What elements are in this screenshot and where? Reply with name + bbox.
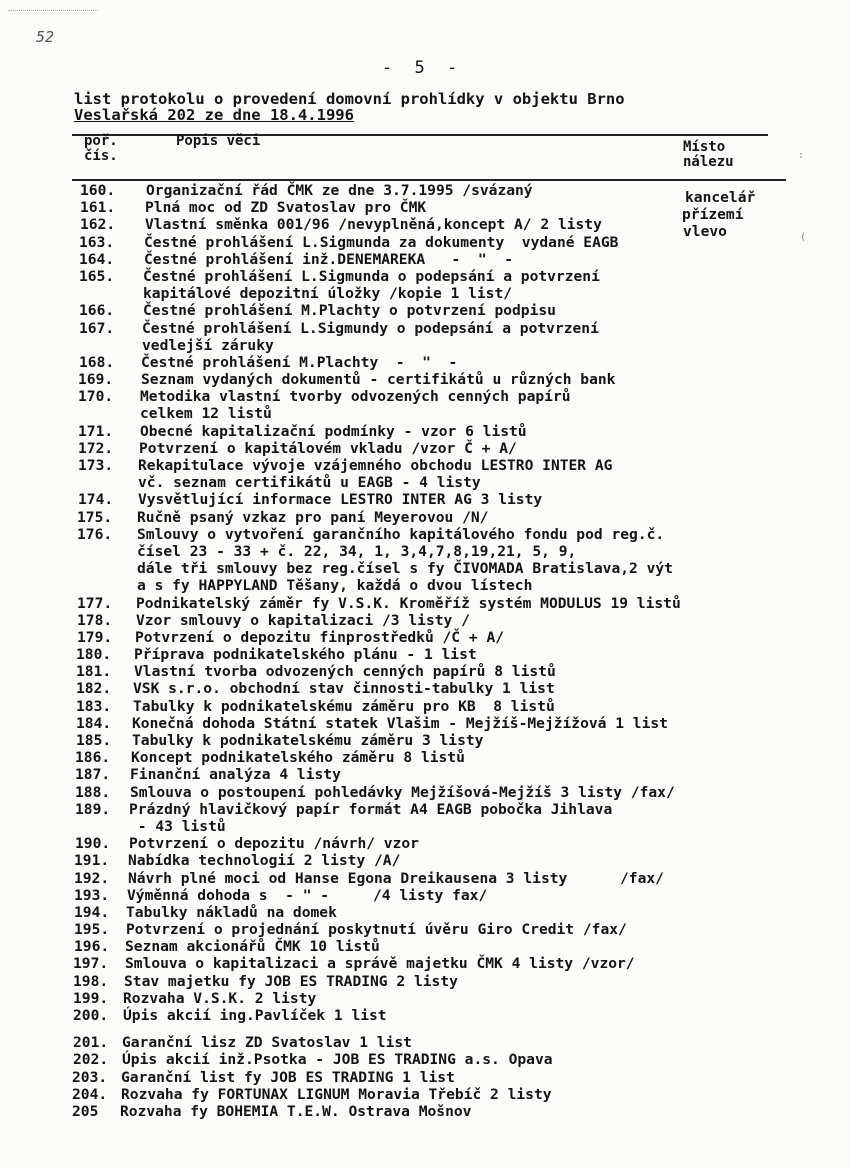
list-item [0, 938, 850, 955]
item-description: Čestné prohlášení inž.DENEMAREKA - " - [144, 250, 514, 268]
item-number: 178. [77, 611, 113, 629]
item-number: 190. [75, 835, 111, 853]
list-item-continuation [0, 818, 850, 835]
document-title-line2: Veslařská 202 ze dne 18.4.1996 [74, 106, 354, 124]
item-description: Potvrzení o depozitu /návrh/ vzor [129, 835, 419, 853]
list-item [0, 612, 850, 629]
list-item [0, 216, 850, 233]
item-number: 171. [78, 422, 114, 440]
item-number: 161. [80, 199, 116, 217]
list-item-continuation [0, 337, 850, 354]
item-number: 174. [78, 491, 114, 509]
column-header-number-line1: poř. [84, 133, 118, 149]
item-number: 194. [74, 903, 110, 921]
item-number: 189. [75, 800, 111, 818]
item-number: 173. [78, 457, 114, 474]
list-item [0, 491, 850, 508]
item-number: 165. [79, 267, 115, 285]
item-number: 168. [79, 353, 115, 371]
item-number: 200. [73, 1007, 109, 1024]
item-description: Koncept podnikatelského záměru 8 listů [131, 749, 465, 767]
list-item [0, 955, 850, 972]
item-description: Tabulky nákladů na domek [126, 903, 337, 921]
list-item-continuation [0, 405, 850, 422]
list-item [0, 371, 850, 388]
item-description: Příprava podnikatelského plánu - 1 list [134, 646, 477, 664]
header-bottom-rule [72, 179, 786, 181]
list-item [0, 320, 850, 337]
item-description: Úpis akcií ing.Pavlíček 1 list [123, 1007, 387, 1024]
item-number: 166. [79, 302, 115, 320]
list-item [0, 354, 850, 371]
column-header-number-line2: čís. [84, 148, 118, 164]
list-item [0, 870, 850, 887]
item-description: Čestné prohlášení L.Sigmunda za dokumenty vydané EAGB [144, 233, 619, 251]
item-description: VSK s.r.o. obchodní stav činnosti-tabulky 1 list [133, 680, 555, 698]
item-number: 192. [74, 869, 110, 887]
column-header-number [84, 134, 118, 164]
item-number: 199. [73, 989, 109, 1007]
item-description: vč. seznam certifikátů u EAGB - 4 listy [138, 474, 481, 492]
item-description: Potvrzení o depozitu finprostředků /Č + A/ [135, 628, 505, 646]
item-description: Čestné prohlášení M.Plachty - " - [141, 353, 458, 371]
list-item [0, 199, 850, 216]
list-item [0, 698, 850, 715]
item-description: a s fy HAPPYLAND Těšany, každá o dvou lístech [137, 577, 533, 595]
column-header-place-line1: Místo [683, 139, 726, 155]
item-description: Seznam akcionářů ČMK 10 listů [125, 938, 380, 956]
item-description: Návrh plné moci od Hanse Egona Dreikausena 3 listy /fax/ [128, 869, 664, 887]
item-number: 188. [75, 783, 111, 801]
item-number: 204. [72, 1085, 108, 1103]
list-item [0, 234, 850, 251]
list-item [0, 1007, 850, 1024]
list-item [0, 388, 850, 405]
item-number: 203. [72, 1068, 108, 1086]
item-description: Garanční lisz ZD Svatoslav 1 list [122, 1034, 412, 1052]
item-description: Potvrzení o kapitálovém vkladu /vzor Č + A/ [139, 439, 517, 457]
item-number: 169. [78, 371, 114, 389]
item-number: 191. [74, 852, 110, 870]
item-description: Vysvětlující informace LESTRO INTER AG 3 listy [138, 491, 543, 509]
item-description: Nabídka technologií 2 listy /A/ [128, 852, 401, 870]
list-item [0, 887, 850, 904]
list-item [0, 904, 850, 921]
item-description: Čestné prohlášení M.Plachty o potvrzení podpisu [143, 302, 556, 320]
list-item [0, 526, 850, 543]
item-description: Plná moc od ZD Svatoslav pro ČMK [145, 199, 427, 217]
list-item [0, 1034, 850, 1051]
list-item [0, 595, 850, 612]
list-item-continuation [0, 543, 850, 560]
list-item [0, 921, 850, 938]
list-item [0, 440, 850, 457]
item-description: celkem 12 listů [140, 405, 272, 423]
item-description: Rozvaha V.S.K. 2 listy [123, 989, 317, 1007]
column-header-description: Popis věci [176, 133, 261, 149]
side-note-left: vlevo [683, 223, 727, 240]
item-description: Úpis akcií inž.Psotka - JOB ES TRADING a.s. Opava [122, 1051, 553, 1069]
item-description: Čestné prohlášení L.Sigmunda o podepsání a potvrzení [143, 267, 600, 285]
item-description: Ručně psaný vzkaz pro paní Meyerovou /N/ [137, 508, 489, 526]
item-description: Potvrzení o projednání poskytnutí úvěru Giro Credit /fax/ [126, 921, 627, 939]
item-number: 193. [74, 886, 110, 904]
item-description: Rekapitulace vývoje vzájemného obchodu LESTRO INTER AG [138, 457, 613, 474]
item-description: Vzor smlouvy o kapitalizaci /3 listy / [136, 611, 470, 629]
list-item [0, 182, 850, 199]
item-description: Rozvaha fy BOHEMIA T.E.W. Ostrava Mošnov [120, 1102, 472, 1120]
item-number: 187. [75, 766, 111, 784]
item-number: 184. [76, 714, 112, 732]
item-number: 197. [73, 955, 109, 973]
list-item [0, 784, 850, 801]
list-item [0, 423, 850, 440]
list-item [0, 766, 850, 783]
item-number: 176. [77, 525, 113, 543]
item-description: čísel 23 - 33 + č. 22, 34, 1, 3,4,7,8,19,21, 5, 9, [137, 542, 577, 560]
item-number: 198. [73, 972, 109, 990]
item-number: 163. [79, 233, 115, 251]
list-item [0, 835, 850, 852]
list-item [0, 732, 850, 749]
margin-mark: : [798, 150, 805, 161]
item-number: 185. [76, 732, 112, 749]
margin-mark: ( [800, 232, 807, 243]
item-description: Smlouvy o vytvoření garančního kapitálového fondu pod reg.č. [137, 525, 665, 543]
item-number: 202. [73, 1051, 109, 1069]
item-description: Vlastní směnka 001/96 /nevyplněná,koncept A/ 2 listy [145, 216, 602, 234]
list-item [0, 801, 850, 818]
item-description: Metodika vlastní tvorby odvozených cenných papírů [140, 388, 571, 406]
document-title-line1: list protokolu o provedení domovní prohlídky v objektu Brno [74, 90, 625, 108]
item-description: Organizační řád ČMK ze dne 3.7.1995 /svázaný [146, 182, 533, 199]
list-item [0, 1069, 850, 1086]
list-item [0, 749, 850, 766]
item-description: Obecné kapitalizační podmínky - vzor 6 listů [140, 422, 527, 440]
item-description: Vlastní tvorba odvozených cenných papírů 8 listů [134, 663, 556, 681]
item-description: Tabulky k podnikatelskému záměru 3 listy [132, 732, 484, 749]
item-number: 167. [79, 319, 115, 337]
item-description: Výměnná dohoda s - " - /4 listy fax/ [127, 886, 488, 904]
list-item [0, 973, 850, 990]
side-note-office: kancelář [685, 189, 756, 206]
item-description: Smlouva o kapitalizaci a správě majetku ČMK 4 listy /vzor/ [125, 955, 635, 973]
list-item [0, 852, 850, 869]
item-number: 162. [80, 216, 116, 234]
item-description: Tabulky k podnikatelskému záměru pro KB 8 listů [133, 697, 555, 715]
item-number: 170. [78, 388, 114, 406]
item-description: Podnikatelský záměr fy V.S.K. Kroměříž systém MODULUS 19 listů [136, 594, 681, 612]
row-spacer [0, 1024, 850, 1034]
list-item-continuation [0, 560, 850, 577]
item-description: dále tři smlouvy bez reg.čísel s fy ČIVOMADA Bratislava,2 výt [137, 560, 673, 578]
item-number: 179. [77, 628, 113, 646]
item-number: 181. [76, 663, 112, 681]
column-header-place [683, 140, 734, 170]
item-number: 183. [76, 697, 112, 715]
item-description: Konečná dohoda Státní statek Vlašim - Mejžíš-Mejžížová 1 list [132, 714, 668, 732]
item-number: 201. [73, 1034, 109, 1052]
list-item [0, 1103, 850, 1120]
list-item [0, 251, 850, 268]
item-number: 196. [74, 938, 110, 956]
side-note-ground-floor: přízemí [682, 206, 744, 223]
list-item [0, 302, 850, 319]
column-header-place-line2: nálezu [683, 154, 734, 170]
item-description: Seznam vydaných dokumentů - certifikátů u různých bank [141, 371, 616, 389]
item-number: 160. [80, 182, 116, 199]
item-description: - 43 listů [129, 817, 226, 835]
list-item [0, 990, 850, 1007]
item-number: 205 [72, 1102, 99, 1120]
page-number: - 5 - [382, 58, 464, 78]
list-item [0, 663, 850, 680]
item-description: Prázdný hlavičkový papír formát A4 EAGB pobočka Jihlava [129, 800, 613, 818]
item-description: Stav majetku fy JOB ES TRADING 2 listy [124, 972, 458, 990]
list-item [0, 680, 850, 697]
item-description: Čestné prohlášení L.Sigmundy o podepsání a potvrzení [142, 319, 599, 337]
item-number: 195. [74, 921, 110, 939]
list-item [0, 629, 850, 646]
list-item [0, 646, 850, 663]
list-item [0, 1051, 850, 1068]
list-item-continuation [0, 577, 850, 594]
item-number: 177. [77, 594, 113, 612]
list-item [0, 1086, 850, 1103]
item-description: Garanční list fy JOB ES TRADING 1 list [121, 1068, 455, 1086]
list-item-continuation [0, 285, 850, 302]
item-number: 175. [77, 508, 113, 526]
item-description: vedlejší záruky [142, 336, 274, 354]
item-number: 164. [79, 250, 115, 268]
corner-mark: 52 [36, 28, 55, 46]
list-item [0, 268, 850, 285]
item-description: kapitálové depozitní úložky /kopie 1 list/ [143, 285, 513, 303]
list-item-continuation [0, 474, 850, 491]
item-description: Smlouva o postoupení pohledávky Mejžíšová-Mejžíš 3 listy /fax/ [130, 783, 675, 801]
item-number: 172. [78, 439, 114, 457]
item-list [0, 182, 850, 1120]
item-number: 182. [76, 680, 112, 698]
item-description: Finanční analýza 4 listy [130, 766, 341, 784]
item-description: Rozvaha fy FORTUNAX LIGNUM Moravia Třebíč 2 listy [121, 1085, 552, 1103]
list-item [0, 509, 850, 526]
list-item [0, 457, 850, 474]
item-number: 186. [75, 749, 111, 767]
item-number: 180. [76, 646, 112, 664]
list-item [0, 715, 850, 732]
top-edge-line [8, 10, 98, 11]
